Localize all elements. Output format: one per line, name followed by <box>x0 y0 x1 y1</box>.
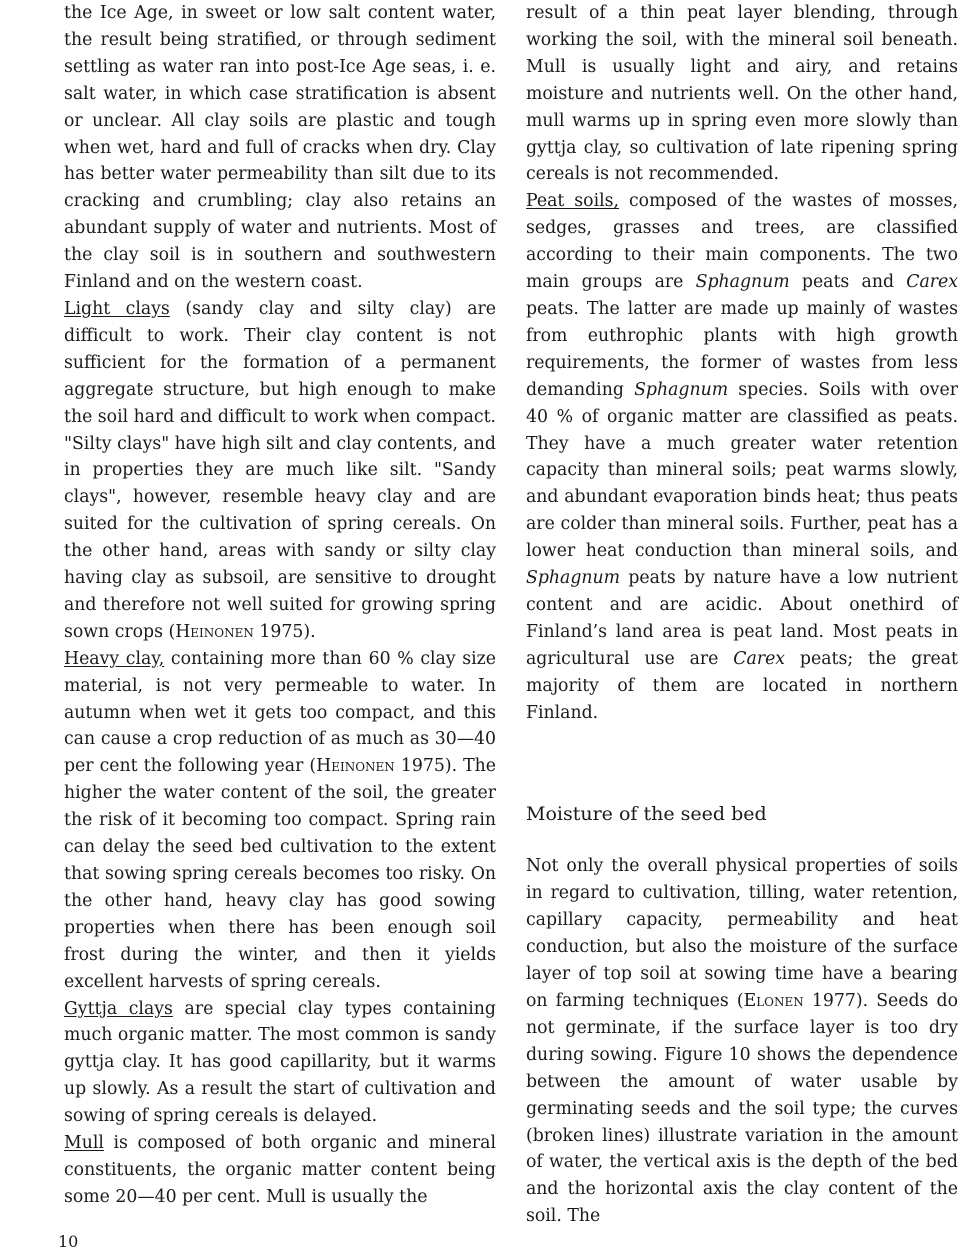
text-segment: peats. The latter are made up mainly of wastes from euthrophic plants with high growth requirements, the former of wastes from less demanding <box>526 298 958 400</box>
text-segment: species. Soils with over 40 % of organic matter are classified as peats. They have a much greater water retention capacity than mineral soils; peat warms slowly, and abundant evaporation binds heat; thus peats are colder than mineral soils. Further, peat has a lower heat conduction than mineral soils, and <box>526 379 959 562</box>
paragraph-mull <box>64 1130 496 1211</box>
italic-term: Carex <box>733 648 786 669</box>
citation-author: Heinonen <box>316 756 395 777</box>
term-peat-soils: Peat soils, <box>526 191 619 212</box>
text-segment: composed of the wastes of mosses, sedges, grasses and trees, are classified according to their main components. The two main groups are <box>526 191 958 293</box>
paragraph-mull-continued: result of a thin peat layer blending, through working the soil, with the mineral soil beneath. Mull is usually light and airy, and retains moisture and nutrients well. On the other hand, mull warms up in spring even more slowly than gyttja clay, so cultivation of late ripening spring cereals is not recommended. <box>526 3 958 185</box>
paragraph-seed-bed-moisture <box>526 853 958 1230</box>
italic-term: Sphagnum <box>695 272 790 293</box>
paragraph-clay-intro: the Ice Age, in sweet or low salt content water, the result being stratified, or through sediment settling as water ran into post-Ice Age seas, i. e. salt water, in which case stratification is absent or unclear. All clay soils are plastic and tough when wet, hard and full of cracks when dry. Clay has better water permeability than silt due to its cracking and crumbling; clay also retains an abundant supply of water and nutrients. Most of the clay soil is in southern and southwestern Finland and on the western coast. <box>64 3 496 293</box>
text-segment: 1975). The higher the water content of the soil, the greater the risk of it becoming too compact. Spring rain can delay the seed bed cultivation to the extent that sowing spring cereals becomes too risky. On the other hand, heavy clay has good sowing properties when there has been enough soil frost during the winter, and then it yields excellent harvests of spring cereals. <box>64 756 496 992</box>
paragraph-heavy-clay <box>64 646 496 996</box>
text-segment: 1977). Seeds do not germinate, if the surface layer is too dry during sowing. Figure 10 shows the dependence between the amount of water usable by germinating seeds and the soil type; the curves (broken lines) illustrate variation in the amount of water, the vertical axis is the depth of the bed and the horizontal axis the clay content of the soil. The <box>526 991 959 1227</box>
text-segment: is composed of both organic and mineral constituents, the organic matter content being some 20—40 per cent. Mull is usually the <box>64 1133 496 1207</box>
italic-term: Carex <box>906 272 958 293</box>
right-column <box>526 0 958 1230</box>
section-heading: Moisture of the seed bed <box>526 803 767 826</box>
text-segment: peats by nature have a low nutrient content and are acidic. About onethird of Finland’s land area is peat land. Most peats in agricultural use are <box>526 568 958 669</box>
term-light-clays: Light clays <box>64 298 170 319</box>
term-gyttja-clays: Gyttja clays <box>64 998 173 1019</box>
text-segment: 1975). <box>253 621 316 642</box>
citation-author: Elonen <box>743 991 804 1011</box>
term-heavy-clay: Heavy clay, <box>64 648 165 669</box>
term-mull: Mull <box>64 1133 104 1154</box>
text-segment: containing more than 60 % clay size material, is not very permeable to water. In autumn when wet it gets too compact, and this can cause a crop reduction of as much as 30—40 per cent the following year ( <box>64 648 496 777</box>
left-column <box>64 0 496 1211</box>
italic-term: Sphagnum <box>526 568 621 589</box>
text-segment: peats and <box>789 272 907 293</box>
citation-author: Heinonen <box>175 621 254 642</box>
text-segment: (sandy clay and silty clay) are difficult to work. Their clay content is not sufficient for the formation of a permanent aggregate structure, but high enough to make the soil hard and difficult to work when compact. "Silty clays" have high silt and clay contents, and in properties they are much like silt. "Sandy clays", however, resemble heavy clay and are suited for the cultivation of spring cereals. On the other hand, areas with sandy or silty clay having clay as subsoil, are sensitive to drought and therefore not well suited for growing spring sown crops ( <box>64 298 497 642</box>
page-number: 10 <box>58 1232 79 1251</box>
paragraph-peat-soils <box>526 188 958 726</box>
text-segment: are special clay types containing much organic matter. The most common is sandy gyttja clay. It has good capillarity, but it warms up slowly. As a result the start of cultivation and sowing of spring cereals is delayed. <box>64 998 496 1127</box>
text-segment: peats; the great majority of them are located in northern Finland. <box>526 648 959 723</box>
text-segment: Not only the overall physical properties of soils in regard to cultivation, tilling, water retention, capillary capacity, permeability and heat conduction, but also the moisture of the surface layer of top soil at sowing time have a bearing on farming techniques ( <box>526 856 958 1011</box>
italic-term: Sphagnum <box>634 379 729 400</box>
paragraph-gyttja-clays <box>64 996 496 1131</box>
paragraph-light-clays <box>64 296 496 646</box>
